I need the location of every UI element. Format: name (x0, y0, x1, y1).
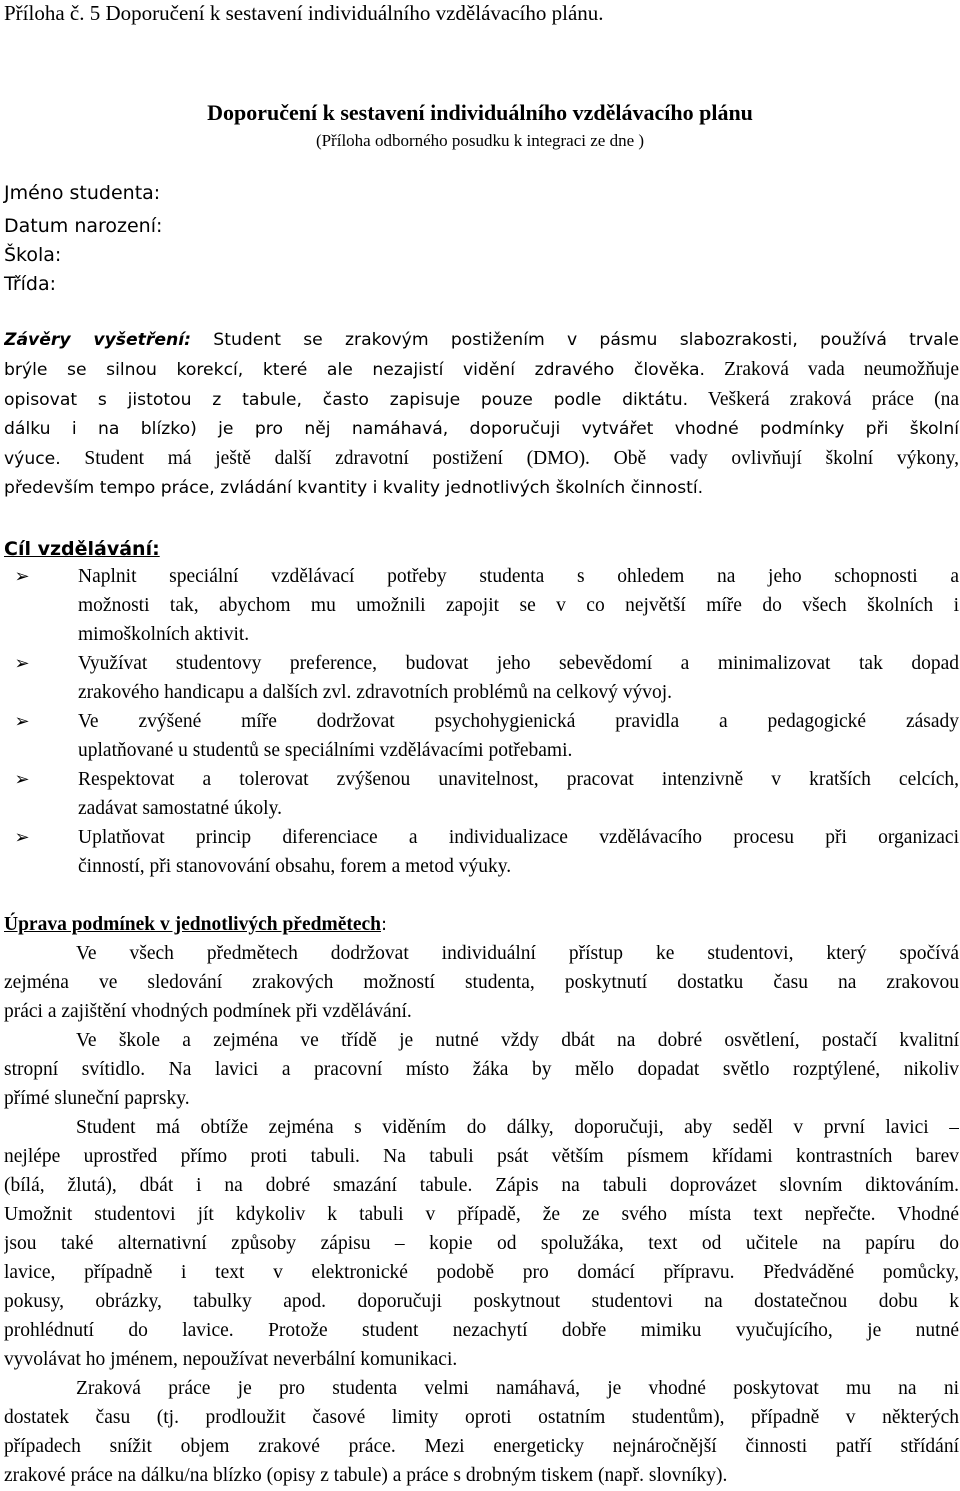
goal-item: ➢ Naplnit speciální vzdělávací potřeby studenta s ohledem na jeho schopnosti a možnosti tak, abychom mu umožnili zapojit se v co největší míře do všech školních i mimoškolních aktivit. (4, 562, 959, 649)
document-subtitle: (Příloha odborného posudku k integraci ze dne ) (315, 131, 645, 150)
document-title: Doporučení k sestavení individuálního vzdělávacího plánu (207, 100, 753, 125)
field-class: Třída: (4, 273, 57, 295)
goals-label: Cíl vzdělávání: (4, 538, 160, 560)
arrow-bullet-icon: ➢ (14, 566, 30, 586)
conclusions-line-1: Student se zrakovým postižením v pásmu slabozrakosti, používá trvale (191, 330, 959, 350)
conditions-paragraph-3: Student má obtíže zejména s viděním do dálky, doporučuji, aby seděl v první lavici – nejlépe uprostřed přímo proti tabuli. Na tabuli psát větším písmem křídami kontrastních barev (bílá, žlutá), dbát i na dobré smazání tabule. Zápis na tabuli doprovázet slovním diktováním. Umožnit studentovi jít kdykoliv k tabuli v případě, že ze svého místa text nepřečte. Vhodné jsou také alternativní způsoby zápisu – kopie od spolužáka, text od učitele na papíru do lavice, případně i text v elektronické podobě pro domácí přípravu. Předváděné pomůcky, pokusy, obrázky, tabulky apod. doporučuji poskytnout studentovi na dostatečnou dobu k prohlédnutí do lavice. Protože student nezachytí dobře mimiku vyučujícího, je nutné vyvolávat ho jménem, nepoužívat neverbální komunikaci. (4, 1117, 959, 1370)
conditions-paragraph-1: Ve všech předmětech dodržovat individuální přístup ke studentovi, který spočívá zejména ve sledování zrakových možností studenta, poskytnutí dostatku času na zrakovou práci a zajištění vhodných podmínek při vzdělávání. (4, 943, 959, 1022)
arrow-bullet-icon: ➢ (14, 711, 30, 731)
goal-item: ➢ Využívat studentovy preference, budovat jeho sebevědomí a minimalizovat tak dopad zrakového handicapu a dalších zvl. zdravotních problémů na celkový vývoj. (4, 649, 959, 707)
goal-item: ➢ Ve zvýšené míře dodržovat psychohygienická pravidla a pedagogické zásady uplatňované u studentů se speciálními vzdělávacími potřebami. (4, 707, 959, 765)
arrow-bullet-icon: ➢ (14, 827, 30, 847)
conditions-label: Úprava podmínek v jednotlivých předmětech: (4, 914, 388, 935)
field-birth-date: Datum narození: (4, 215, 163, 237)
conclusions-serif-2: Veškerá zraková práce (na (688, 389, 959, 410)
conclusions-section (4, 326, 959, 503)
conditions-paragraph-4: Zraková práce je pro studenta velmi namáhavá, je vhodné poskytovat mu na ni dostatek času (tj. prodloužit časové limity oproti ostatním studentům), případně v některých případech snížit objem zrakové práce. Mezi energeticky nejnáročnější činnosti patří střídání zrakové práce na dálku/na blízko (opisy z tabule) a práce s drobným tiskem (např. slovníky). (4, 1378, 959, 1486)
goal-item: ➢ Uplatňovat princip diferenciace a individualizace vzdělávacího procesu při organizaci činností, při stanovování obsahu, forem a metod výuky. (4, 823, 959, 881)
conditions-paragraph-2: Ve škole a zejména ve třídě je nutné vždy dbát na dobré osvětlení, postačí kvalitní stropní svítidlo. Na lavici a pracovní místo žáka by mělo dopadat světlo rozptýlené, nikoliv přímé sluneční paprsky. (4, 1030, 959, 1109)
appendix-heading: Příloha č. 5 Doporučení k sestavení individuálního vzdělávacího plánu. (4, 1, 604, 25)
conclusions-line-5: výuce. (4, 449, 61, 469)
conclusions-serif-3: Student má ještě další zdravotní postižení (DMO). (60, 448, 590, 469)
conclusions-serif-1: Zraková vada neumožňuje (705, 359, 959, 380)
conclusions-label: Závěry vyšetření: (4, 330, 192, 350)
conclusions-line-3: opisovat s jistotou z tabule, často zapisuje pouze podle diktátu. (4, 390, 689, 410)
field-school: Škola: (4, 244, 62, 266)
conclusions-line-2: brýle se silnou korekcí, které ale nezajistí vidění zdravého člověka. (4, 360, 706, 380)
conclusions-line-6: především tempo práce, zvládání kvantity i kvality jednotlivých školních činností. (4, 478, 704, 498)
field-student-name: Jméno studenta: (4, 182, 161, 204)
goal-item: ➢ Respektovat a tolerovat zvýšenou unavitelnost, pracovat intenzivně v kratších celcích, zadávat samostatné úkoly. (4, 765, 959, 823)
conclusions-serif-4: Obě vady ovlivňují školní výkony, (589, 448, 959, 469)
goals-list (4, 562, 959, 881)
arrow-bullet-icon: ➢ (14, 769, 30, 789)
arrow-bullet-icon: ➢ (14, 653, 30, 673)
conclusions-line-4: dálku i na blízko) je pro něj namáhavá, doporučuji vytvářet vhodné podmínky při školní (4, 419, 959, 439)
